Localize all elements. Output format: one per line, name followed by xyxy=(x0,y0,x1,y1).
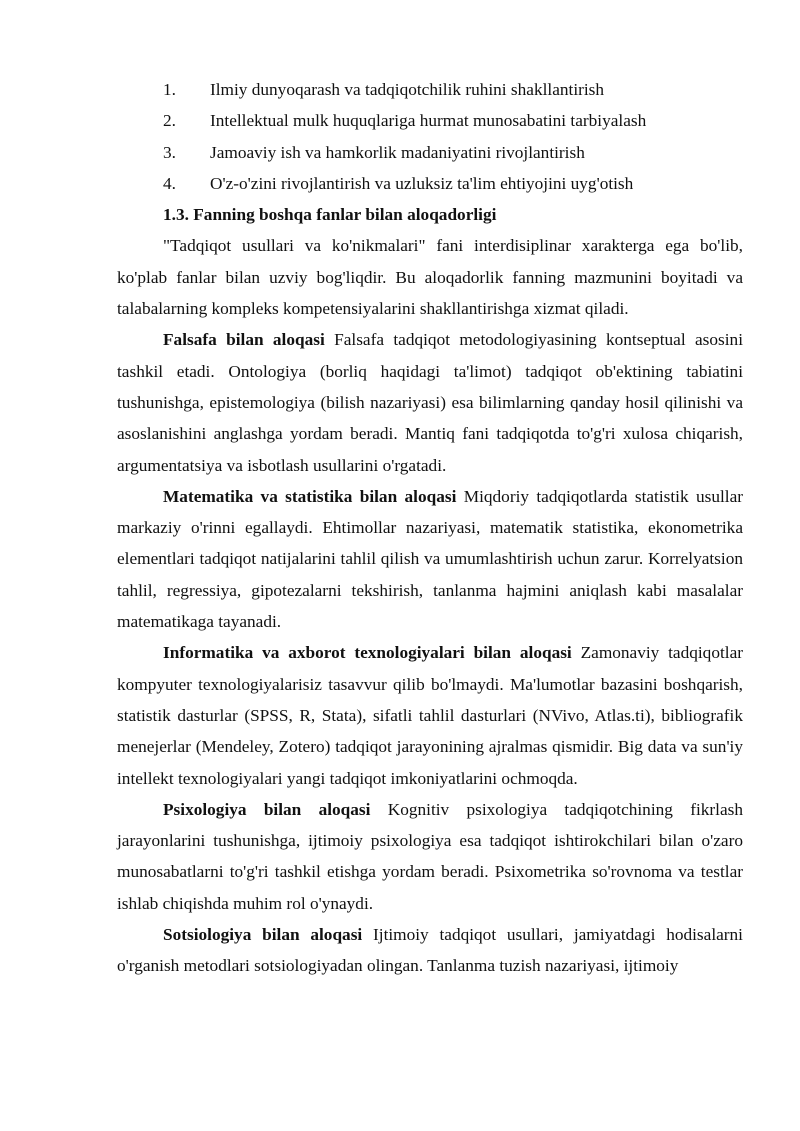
intro-paragraph: "Tadqiqot usullari va ko'nikmalari" fani interdisiplinar xarakterga ega bo'lib, ko'plab fanlar bilan uzviy bog'liqdir. Bu aloqadorlik fanning mazmunini boyitadi va talabalarning kompleks kompetensiyalarini shakllantirishga xizmat qiladi. xyxy=(117,236,743,319)
paragraph-lead: Sotsiologiya bilan aloqasi xyxy=(163,925,363,945)
paragraph-lead: Psixologiya bilan aloqasi xyxy=(163,799,371,819)
section-heading: 1.3. Fanning boshqa fanlar bilan aloqadorligi xyxy=(163,205,497,225)
paragraph-lead: Informatika va axborot texnologiyalari bilan aloqasi xyxy=(163,643,572,663)
list-item xyxy=(117,74,743,105)
paragraph-lead: Matematika va statistika bilan aloqasi xyxy=(163,486,457,506)
list-text: Ilmiy dunyoqarash va tadqiqotchilik ruhini shakllantirish xyxy=(210,80,605,99)
paragraph-text: Ijtimoiy tadqiqot usullari, jamiyatdagi hodisalarni o'rganish metodlari sotsiologiyadan olingan. Tanlanma tuzish nazariyasi, ijtimoiy xyxy=(117,925,743,976)
list-text: Jamoaviy ish va hamkorlik madaniyatini rivojlantirish xyxy=(210,142,585,162)
list-text: O'z-o'zini rivojlantirish va uzluksiz ta'lim ehtiyojini uyg'otish xyxy=(210,173,634,193)
list-text: Intellektual mulk huquqlariga hurmat munosabatini tarbiyalash xyxy=(210,111,647,131)
list-item xyxy=(117,105,743,136)
paragraph-text: Falsafa tadqiqot metodologiyasining kontseptual asosini tashkil etadi. Ontologiya (borliq haqidagi ta'limot) tadqiqot ob'ektining tabiatini tushunishga, epistemologiya (bilish nazariyasi) esa bilimlarning qanday hosil qilinishi va asoslanishini anglashga yordam beradi. Mantiq fani tadqiqotda to'g'ri xulosa chiqarish, argumentatsiya va isbotlash usullarini o'rgatadi. xyxy=(117,330,743,475)
list-number: 1. xyxy=(163,80,176,99)
paragraph-math-statistics xyxy=(117,481,743,637)
paragraph-sociology xyxy=(117,919,743,982)
list-number: 2. xyxy=(163,111,176,131)
paragraph-text: Miqdoriy tadqiqotlarda statistik usullar markaziy o'rinni egallaydi. Ehtimollar nazariyasi, matematik statistika, ekonometrika elementlari tadqiqot natijalarini tahlil qilish va umumlashtirish uchun zarur. Korrelyatsion tahlil, regressiya, gipotezalarni tekshirish, tanlanma hajmini aniqlash kabi masalalar matematikaga tayanadi. xyxy=(117,486,743,632)
paragraph-text: Zamonaviy tadqiqotlar kompyuter texnologiyalarisiz tasavvur qilib bo'lmaydi. Ma'lumotlar bazasini boshqarish, statistik dasturlar (SPSS, R, Stata), sifatli tahlil dasturlari (NVivo, Atlas.ti), bibliografik menejerlar (Mendeley, Zotero) tadqiqot jarayonining ajralmas qismidir. Big data va sun'iy intellekt texnologiyalari yangi tadqiqot imkoniyatlarini ochmoqda. xyxy=(117,643,743,788)
document-page xyxy=(117,74,743,982)
list-item xyxy=(117,137,743,168)
list-item xyxy=(117,168,743,199)
paragraph-text: Kognitiv psixologiya tadqiqotchining fikrlash jarayonlarini tushunishga, ijtimoiy psixologiya esa tadqiqot ishtirokchilari bilan o'zaro munosabatlarni to'g'ri tashkil etishga yordam beradi. Psixometrika so'rovnoma va testlar ishlab chiqishda muhim rol o'ynaydi. xyxy=(117,799,743,913)
list-number: 4. xyxy=(163,173,176,193)
paragraph-informatics xyxy=(117,637,743,793)
paragraph-philosophy xyxy=(117,324,743,480)
paragraph-lead: Falsafa bilan aloqasi xyxy=(163,330,325,350)
paragraph-psychology xyxy=(117,794,743,919)
list-number: 3. xyxy=(163,142,176,162)
